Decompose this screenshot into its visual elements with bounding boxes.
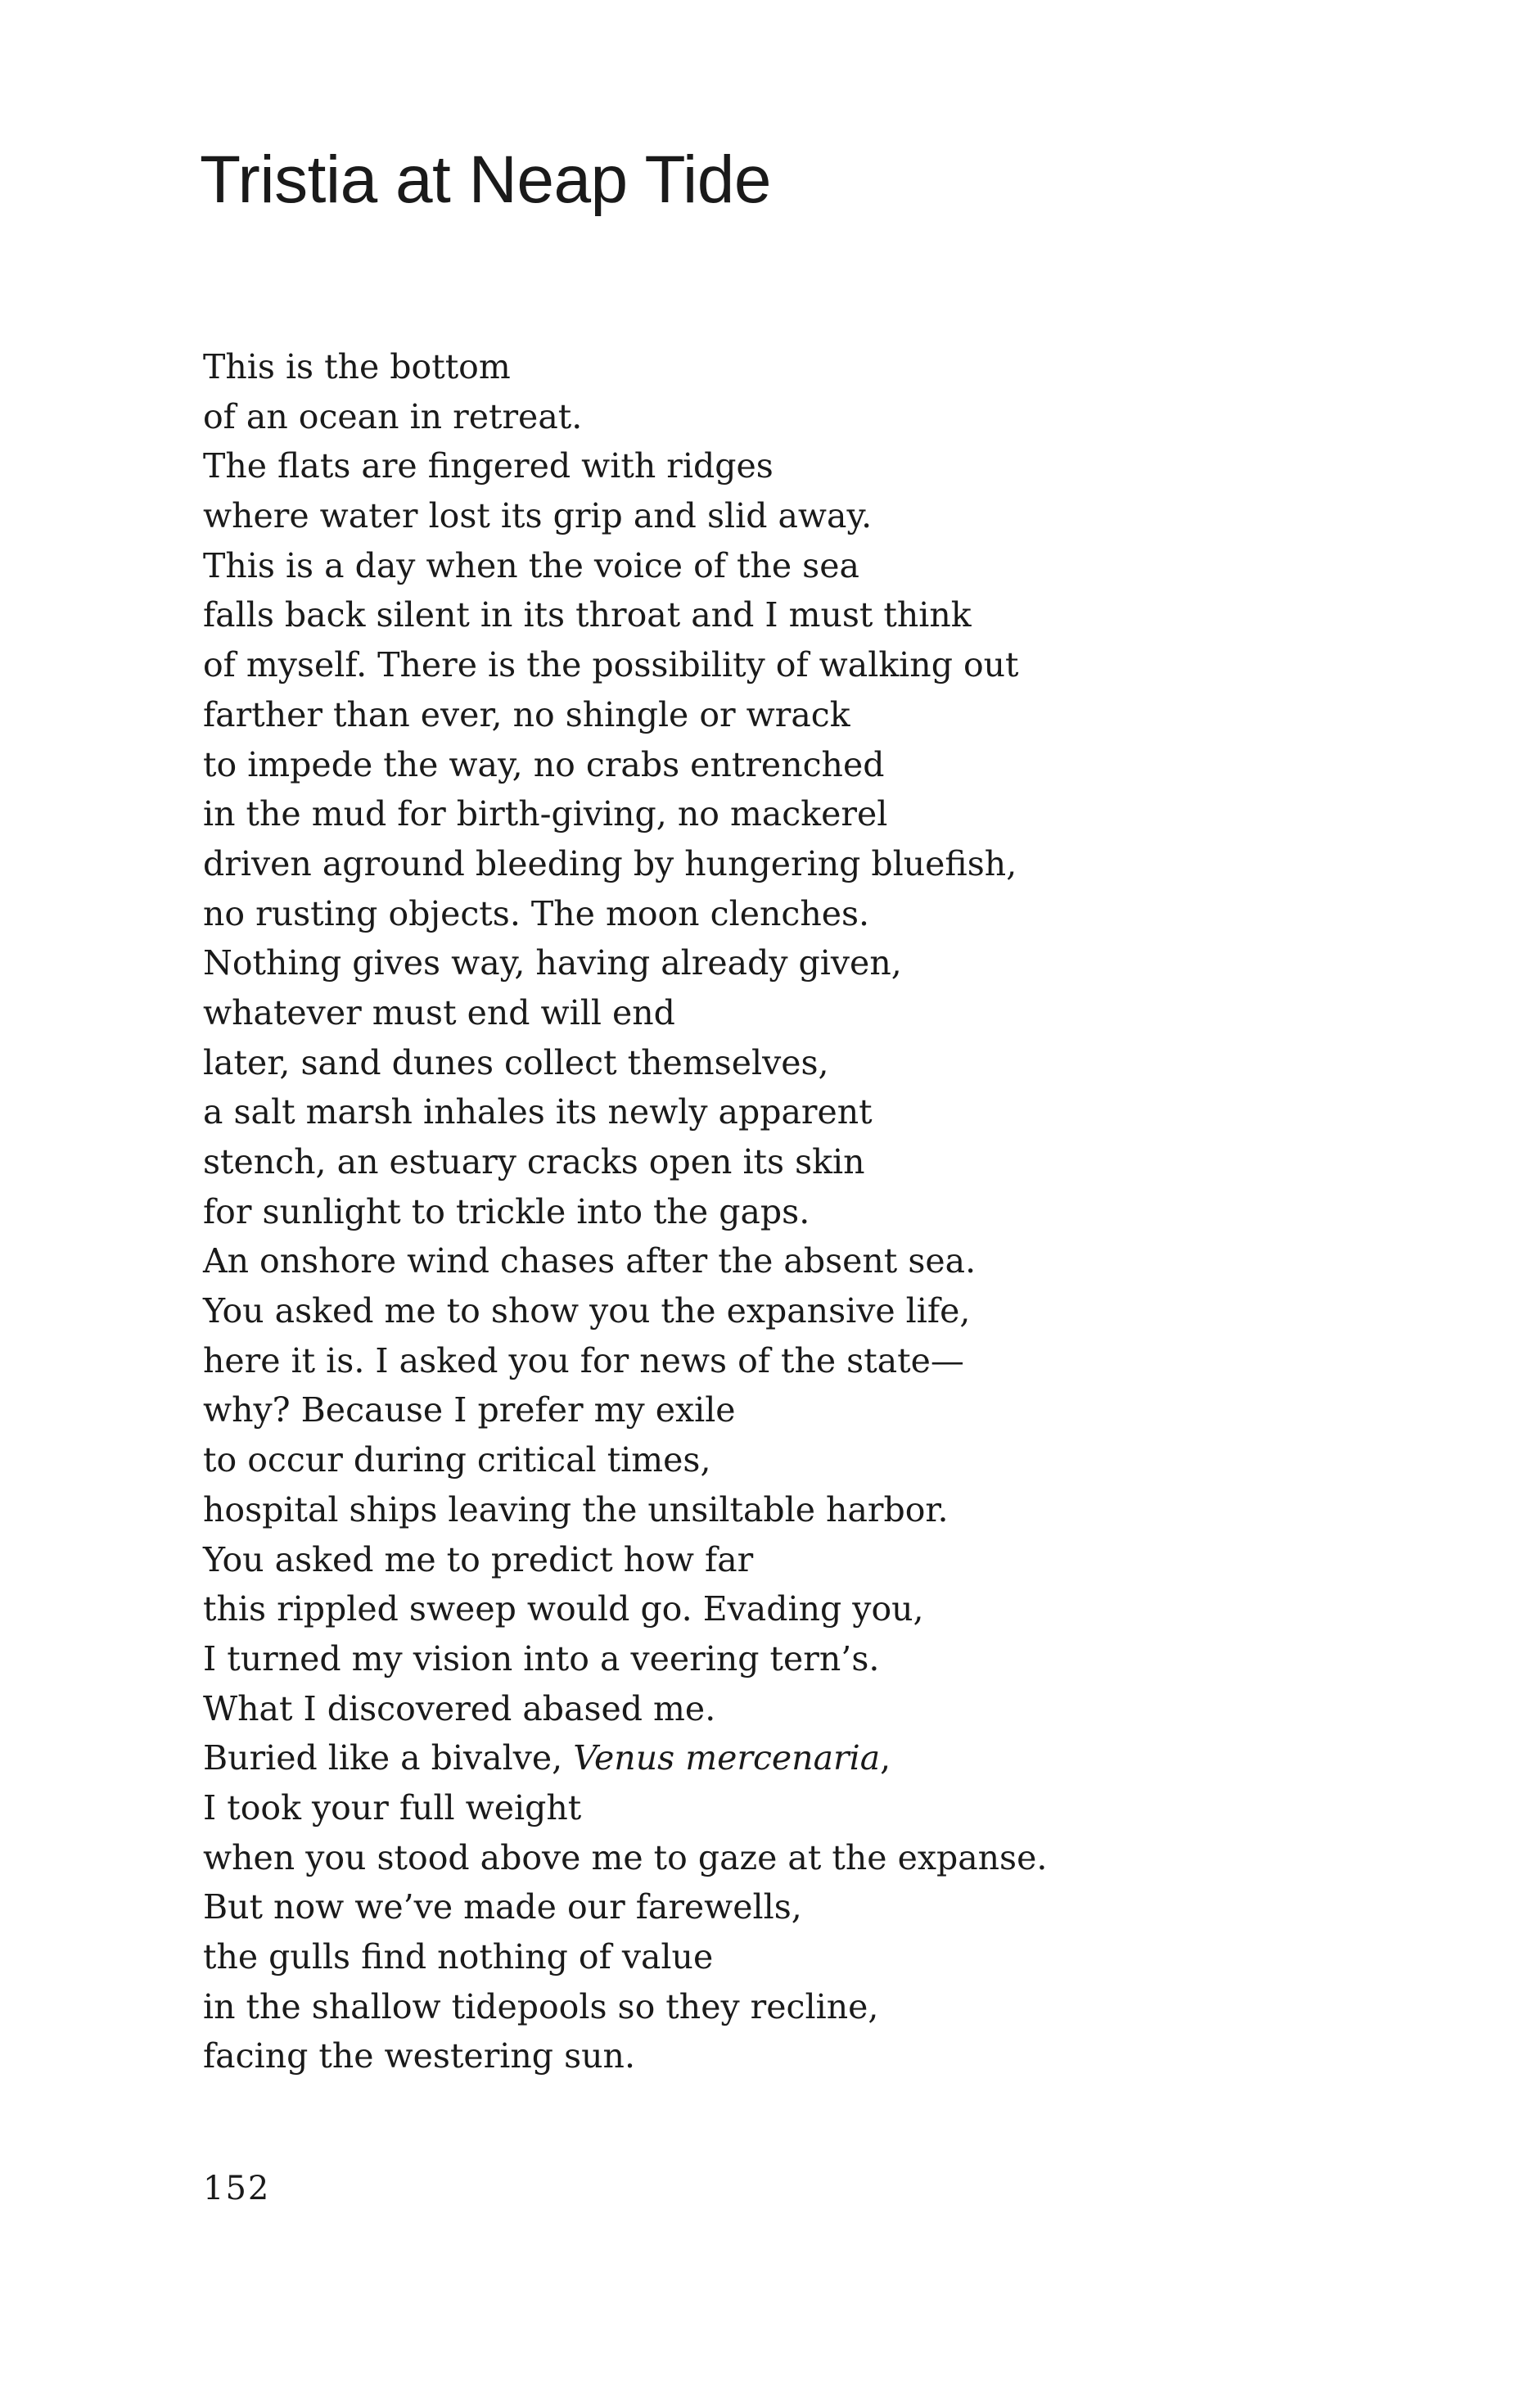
- poem-line-35: facing the westering sun.: [203, 2036, 635, 2076]
- poem-line-29: [203, 1733, 1431, 1783]
- poem-line-19: An onshore wind chases after the absent sea.: [203, 1241, 976, 1281]
- poem-line-10: in the mud for birth-giving, no mackerel: [203, 794, 888, 834]
- poem-line-15: later, sand dunes collect themselves,: [203, 1042, 829, 1082]
- poem-line-17: stench, an estuary cracks open its skin: [203, 1142, 865, 1181]
- poem-line-1: This is the bottom: [203, 347, 511, 386]
- poem-line-2: of an ocean in retreat.: [203, 396, 583, 436]
- poem-line-12: no rusting objects. The moon clenches.: [203, 893, 870, 933]
- poem-body: [203, 342, 1431, 2081]
- poem-line-16: a salt marsh inhales its newly apparent: [203, 1092, 873, 1132]
- poem-line-28: What I discovered abased me.: [203, 1688, 716, 1728]
- poem-line-6: falls back silent in its throat and I must think: [203, 595, 972, 635]
- poem-line-33: the gulls find nothing of value: [203, 1937, 714, 1977]
- poem-line-4: where water lost its grip and slid away.: [203, 496, 873, 536]
- poem-line-31: when you stood above me to gaze at the expanse.: [203, 1837, 1048, 1877]
- poem-line-3: The flats are fingered with ridges: [203, 446, 774, 486]
- poem-line-23: to occur during critical times,: [203, 1440, 711, 1480]
- poem-line-11: driven aground bleeding by hungering bluefish,: [203, 843, 1017, 883]
- poem-line-25: You asked me to predict how far: [203, 1539, 754, 1579]
- poem-line-5: This is a day when the voice of the sea: [203, 545, 859, 585]
- poem-line-29-punctuation: ,: [880, 1738, 891, 1778]
- poem-title: Tristia at Neap Tide: [200, 142, 771, 217]
- poem-line-22: why? Because I prefer my exile: [203, 1390, 736, 1430]
- poem-line-32: But now we’ve made our farewells,: [203, 1887, 802, 1927]
- poem-line-26: this rippled sweep would go. Evading you,: [203, 1589, 924, 1629]
- poem-line-20: You asked me to show you the expansive life,: [203, 1291, 971, 1331]
- poem-line-34: in the shallow tidepools so they recline,: [203, 1986, 879, 2026]
- poem-line-18: for sunlight to trickle into the gaps.: [203, 1191, 810, 1231]
- page-number: 152: [203, 2170, 271, 2207]
- poem-line-13: Nothing gives way, having already given,: [203, 943, 902, 983]
- species-name-italic: Venus mercenaria: [573, 1738, 881, 1778]
- poem-line-27: I turned my vision into a veering tern’s.: [203, 1638, 880, 1678]
- poem-line-24: hospital ships leaving the unsiltable harbor.: [203, 1489, 949, 1529]
- poem-line-14: whatever must end will end: [203, 992, 675, 1032]
- poem-line-21: here it is. I asked you for news of the state—: [203, 1340, 964, 1380]
- poem-line-7: of myself. There is the possibility of walking out: [203, 645, 1019, 685]
- poem-line-9: to impede the way, no crabs entrenched: [203, 744, 885, 784]
- poem-line-30: I took your full weight: [203, 1787, 582, 1827]
- poem-line-29-text: Buried like a bivalve,: [203, 1738, 574, 1778]
- poem-line-8: farther than ever, no shingle or wrack: [203, 694, 850, 734]
